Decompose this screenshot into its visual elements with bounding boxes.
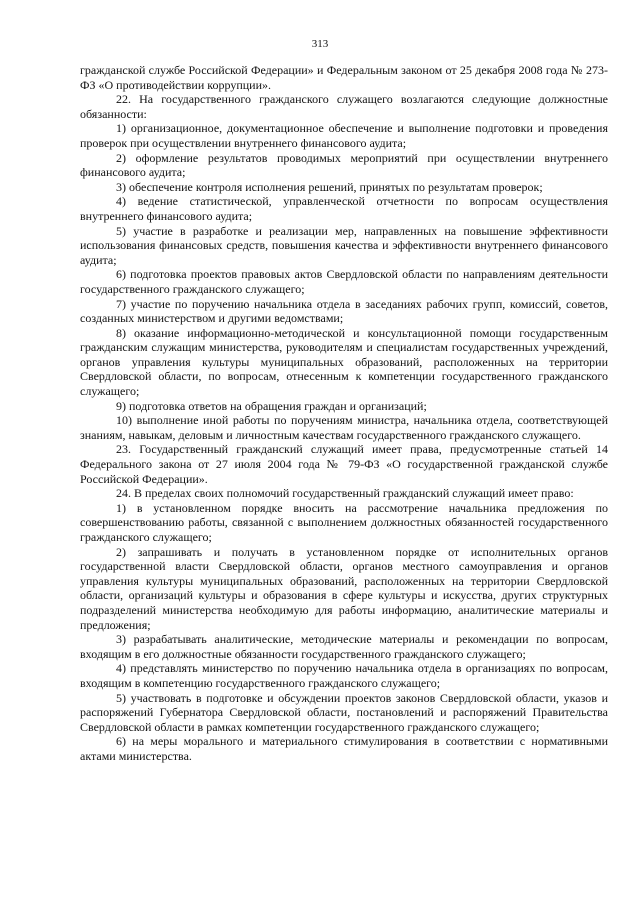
paragraph: 2) оформление результатов проводимых мероприятий при осуществлении внутреннего финансового аудита; <box>80 150 608 180</box>
paragraph: 9) подготовка ответов на обращения граждан и организаций; <box>116 398 427 413</box>
paragraph: 2) запрашивать и получать в установленном порядке от исполнительных органов государственной власти Свердловской области, органов местного самоуправления и органов управления культуры муниципальных образований, расположенных на территории Свердловской области, организаций культуры и образования в сфере культуры и искусства, других структурных подразделений министерства необходимую для работы информацию, аналитические материалы и предложения; <box>80 544 608 632</box>
paragraph: 10) выполнение иной работы по поручениям министра, начальника отдела, соответствующей знаниям, навыкам, деловым и личностным качествам государственного гражданского служащего. <box>80 413 608 442</box>
paragraph: 3) разрабатывать аналитические, методические материалы и рекомендации по вопросам, входящим в его должностные обязанности государственного гражданского служащего; <box>80 632 608 661</box>
paragraph: 6) на меры морального и материального стимулирования в соответствии с нормативными актами министерства. <box>80 734 608 763</box>
paragraph: 24. В пределах своих полномочий государственный гражданский служащий имеет право: <box>116 486 574 501</box>
document-body <box>80 63 608 764</box>
paragraph: 23. Государственный гражданский служащий имеет права, предусмотренные статьей 14 Федерального закона от 27 июля 2004 года № 79-ФЗ «О государственной гражданской службе Российской Федерации». <box>80 442 608 486</box>
paragraph: 1) организационное, документационное обеспечение и выполнение подготовки и проведения проверок при осуществлении внутреннего финансового аудита; <box>80 121 608 150</box>
paragraph: 4) ведение статистической, управленческой отчетности по вопросам осуществления внутреннего финансового аудита; <box>80 194 608 223</box>
paragraph: 1) в установленном порядке вносить на рассмотрение начальника предложения по совершенствованию работы, связанной с выполнением должностных обязанностей государственного гражданского служащего; <box>80 500 608 544</box>
paragraph: гражданской службе Российской Федерации» и Федеральным законом от 25 декабря 2008 года № 273-ФЗ «О противодействии коррупции». <box>80 63 608 92</box>
paragraph: 5) участвовать в подготовке и обсуждении проектов законов Свердловской области, указов и распоряжений Губернатора Свердловской области, постановлений и распоряжений Правительства Свердловской области в рамках компетенции государственного гражданского служащего; <box>80 690 608 734</box>
paragraph: 22. На государственного гражданского служащего возлагаются следующие должностные обязанности: <box>80 92 608 121</box>
paragraph: 3) обеспечение контроля исполнения решений, принятых по результатам проверок; <box>116 179 543 194</box>
paragraph: 4) представлять министерство по поручению начальника отдела в организациях по вопросам, входящим в компетенцию государственного гражданского служащего; <box>80 661 608 690</box>
page-number: 313 <box>311 38 329 50</box>
paragraph: 7) участие по поручению начальника отдела в заседаниях рабочих групп, комиссий, советов, созданных министерством и другими ведомствами; <box>80 296 608 326</box>
paragraph: 5) участие в разработке и реализации мер, направленных на повышение эффективности использования финансовых средств, повышения качества и эффективности внутреннего финансового аудита; <box>80 223 608 267</box>
paragraph: 8) оказание информационно-методической и консультационной помощи государственным гражданским служащим министерства, руководителям и специалистам государственных учреждений, органов управления культуры муниципальных образований, расположенных на территории Свердловской области, по вопросам, отнесенным к компетенции государственного гражданского служащего; <box>80 325 608 399</box>
paragraph: 6) подготовка проектов правовых актов Свердловской области по направлениям деятельности государственного гражданского служащего; <box>80 267 608 296</box>
